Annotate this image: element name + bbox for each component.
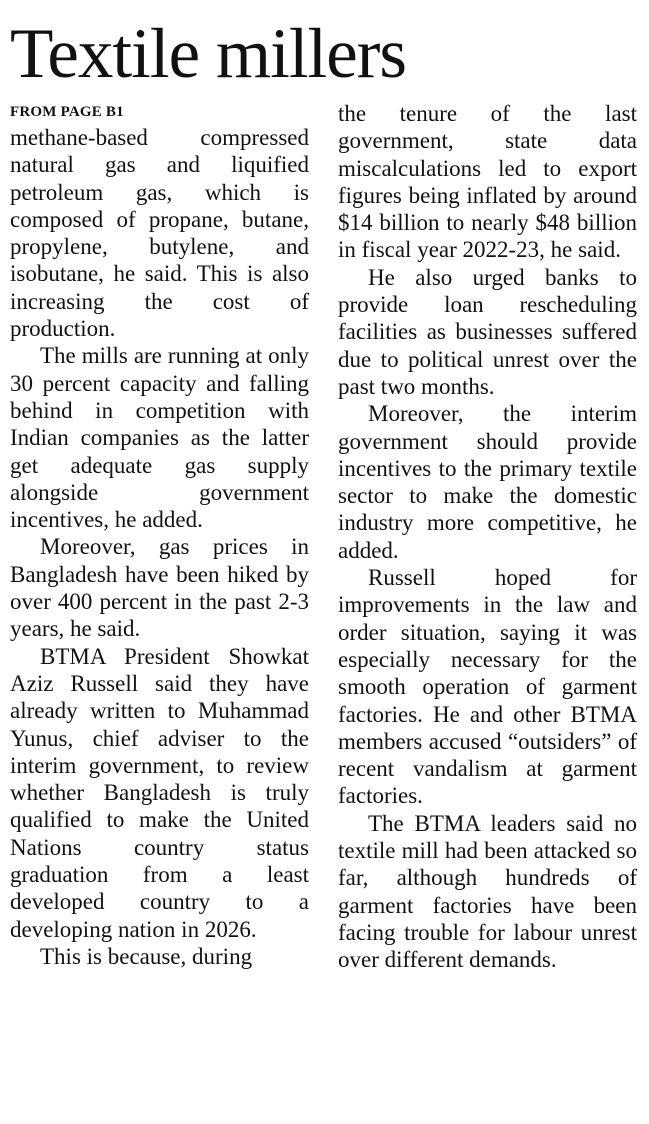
article-column-left <box>10 100 309 970</box>
article-column-right <box>338 100 637 974</box>
paragraph: Moreover, gas prices in Bangladesh have been hiked by over 400 percent in the past 2-3 years, he said. <box>10 534 309 642</box>
continued-from-label: FROM PAGE B1 <box>10 104 124 120</box>
paragraph: The mills are running at only 30 percent capacity and falling behind in competition with Indian companies as the latter get adequate gas supply alongside government incentives, he added. <box>10 343 309 533</box>
paragraph: Russell hoped for improvements in the law and order situation, saying it was especially necessary for the smooth operation of garment factories. He and other BTMA members accused “outsiders” of recent vandalism at garment factories. <box>338 565 637 809</box>
paragraph: BTMA President Showkat Aziz Russell said they have already written to Muhammad Yunus, chief adviser to the interim government, to review whether Bangladesh is truly qualified to make the United Nations country status graduation from a least developed country to a developing nation in 2026. <box>10 643 309 942</box>
paragraph: Moreover, the interim government should provide incentives to the primary textile sector to make the domestic industry more competitive, he added. <box>338 401 637 563</box>
paragraph: This is because, during <box>40 943 253 969</box>
paragraph: the tenure of the last government, state data miscalculations led to export figures being inflated by around $14 billion to nearly $48 billion in fiscal year 2022-23, he said. <box>338 101 637 263</box>
paragraph: He also urged banks to provide loan rescheduling facilities as businesses suffered due to political unrest over the past two months. <box>338 264 637 399</box>
paragraph: The BTMA leaders said no textile mill had been attacked so far, although hundreds of garment factories have been facing trouble for labour unrest over different demands. <box>338 810 637 973</box>
headline: Textile millers <box>10 15 407 93</box>
paragraph: methane-based compressed natural gas and liquified petroleum gas, which is composed of propane, butane, propylene, butylene, and isobutane, he said. This is also increasing the cost of production. <box>10 125 309 342</box>
